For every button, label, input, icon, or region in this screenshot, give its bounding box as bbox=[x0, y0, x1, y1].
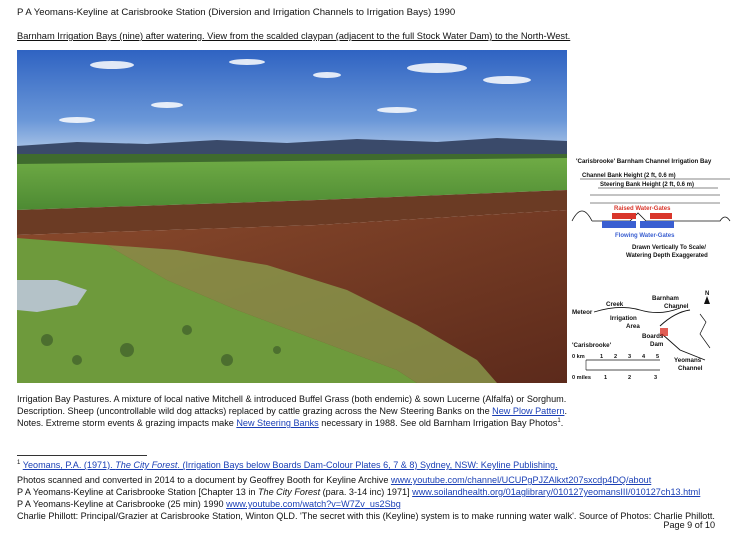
scale-km-label: 0 km bbox=[572, 354, 585, 360]
description-line-sheep: Description. Sheep (uncontrollable wild dog attacks) replaced by cattle grazing across the New Steering Banks on the New Plow Pattern. bbox=[17, 406, 567, 416]
description-line-pastures: Irrigation Bay Pastures. A mixture of local native Mitchell & introduced Buffel Grass (both endemic) & sown Lucerne (Alfalfa) or Sorghum. bbox=[17, 394, 567, 404]
scale-km-tick: 3 bbox=[628, 354, 632, 360]
map-label-area: Area bbox=[626, 323, 640, 330]
footnote-ref[interactable]: 1 bbox=[557, 418, 561, 424]
north-label: N bbox=[705, 291, 710, 297]
new-plow-pattern-link[interactable]: New Plow Pattern bbox=[492, 406, 565, 416]
map-label-carisbrooke: 'Carisbrooke' bbox=[572, 342, 612, 349]
map-label-dam: Dam bbox=[650, 341, 664, 348]
scale-mile-tick: 3 bbox=[654, 375, 658, 381]
map-label-yeomans: Yeomans bbox=[674, 357, 702, 364]
new-steering-banks-link[interactable]: New Steering Banks bbox=[236, 418, 319, 429]
channel-cross-section-diagram bbox=[570, 155, 735, 267]
steering-bank-label: Steering Bank Height (2 ft, 0.6 m) bbox=[600, 182, 695, 188]
map-label-barnham: Barnham bbox=[652, 295, 679, 302]
scale-note-line1: Drawn Vertically To Scale/ bbox=[632, 245, 706, 251]
map-label-creek: Creek bbox=[606, 301, 624, 308]
photo-caption: Barnham Irrigation Bays (nine) after watering. View from the scalded claypan (adjacent to the full Stock Water Dam) to the North-West. bbox=[17, 31, 571, 41]
landscape-photo bbox=[17, 50, 567, 383]
source-line-chapter: P A Yeomans-Keyline at Carisbrooke Station [Chapter 13 in The City Forest (para. 3-14 inc) 1971] www.soilandhealth.org/01aglibrary/010127yeomansIII/010127ch13.html bbox=[17, 487, 701, 497]
channel-bank-label: Channel Bank Height (2 ft, 0.6 m) bbox=[582, 173, 676, 179]
document-title: P A Yeomans-Keyline at Carisbrooke Station (Diversion and Irrigation Channels to Irrigation Bays) 1990 bbox=[17, 7, 456, 18]
flowing-gates-label: Flowing Water-Gates bbox=[615, 233, 675, 239]
source-line-scan: Photos scanned and converted in 2014 to a document by Geoffrey Booth for Keyline Archive www.youtube.com/channel/UCUPgPJZAlkxt207sxcdp4DQ/about bbox=[17, 475, 652, 485]
north-arrow-icon bbox=[704, 296, 710, 304]
map-label-yeomans-channel: Channel bbox=[678, 365, 703, 372]
footnote-divider bbox=[17, 455, 147, 456]
scale-km-tick: 1 bbox=[600, 354, 604, 360]
youtube-channel-link[interactable]: www.youtube.com/channel/UCUPgPJZAlkxt207sxcdp4DQ/about bbox=[390, 475, 652, 485]
source-line-credit: Charlie Phillott: Principal/Grazier at Carisbrooke Station, Winton QLD. 'The secret with this (Keyline) system is to make running water walk'. Source of Photos: Charlie Phillott. bbox=[17, 511, 715, 521]
scale-km-tick: 2 bbox=[614, 354, 618, 360]
scale-miles-label: 0 miles bbox=[572, 375, 591, 381]
scale-mile-tick: 2 bbox=[628, 375, 632, 381]
scale-km-tick: 4 bbox=[642, 354, 646, 360]
scale-mile-tick: 1 bbox=[604, 375, 608, 381]
scale-km-tick: 5 bbox=[656, 354, 660, 360]
footnote: $^1$ Yeomans, P.A. (1971). The City Forest. (Irrigation Bays below Boards Dam-Colour Plates 6, 7 & 8) Sydney, NSW: Keyline Publishing. bbox=[17, 460, 558, 471]
location-map-diagram bbox=[570, 290, 735, 382]
map-label-barnham-channel: Channel bbox=[664, 303, 689, 310]
scale-note-line2: Watering Depth Exaggerated bbox=[626, 253, 708, 259]
soilandhealth-link[interactable]: www.soilandhealth.org/01aglibrary/010127yeomansIII/010127ch13.html bbox=[412, 487, 701, 497]
source-line-video: P A Yeomans-Keyline at Carisbrooke (25 min) 1990 www.youtube.com/watch?v=W7Zv_us2Sbg bbox=[17, 499, 401, 509]
map-label-boards: Boards bbox=[642, 333, 664, 340]
footnote-citation-link[interactable]: Yeomans, P.A. (1971). The City Forest. (Irrigation Bays below Boards Dam-Colour Plates 6, 7 & 8) Sydney, NSW: Keyline Publishing. bbox=[22, 460, 558, 471]
map-label-irrigation: Irrigation bbox=[610, 315, 637, 322]
diagram-title: 'Carisbrooke' Barnham Channel Irrigation Bay bbox=[576, 158, 712, 165]
description-line-notes: Notes. Extreme storm events & grazing impacts make New Steering Banks necessary in 1988. See old Barnham Irrigation Bay Photos$^1$. bbox=[17, 418, 564, 429]
map-label-meteor: Meteor bbox=[572, 309, 593, 316]
page-number: Page 9 of 10 bbox=[663, 520, 715, 530]
raised-gates-label: Raised Water-Gates bbox=[614, 206, 671, 212]
youtube-video-link[interactable]: www.youtube.com/watch?v=W7Zv_us2Sbg bbox=[226, 499, 401, 509]
